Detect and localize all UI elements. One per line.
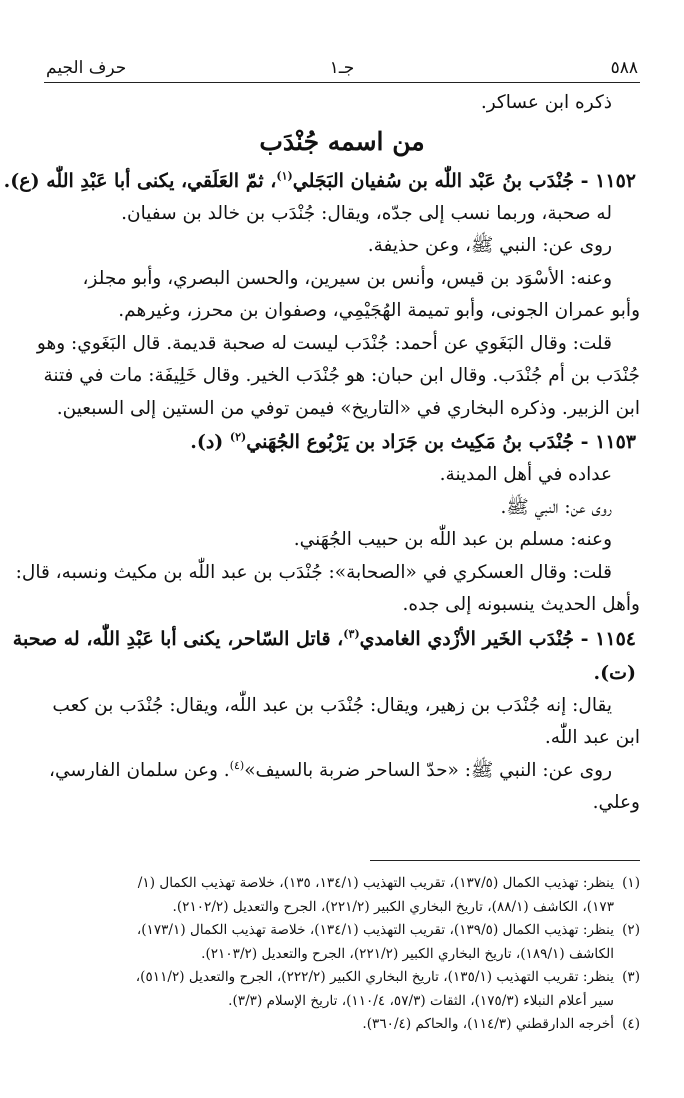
footnote-2: (٢)ينظر: تهذيب الكمال (١٣٩/٥)، تقريب التهذيب (١٣٤/١)، خلاصة تهذيب الكمال (١٧٣/١)، [44,919,640,943]
text-line: عداده في أهل المدينة. [439,464,612,485]
text-line: له صحبة، وربما نسب إلى جدّه، ويقال: جُنْدَب بن خالد بن سفيان. [121,202,612,224]
footnote-3-cont: سير أعلام النبلاء (١٧٥/٣)، الثقات (٥٧/٣، ١١٠/٤)، تاريخ الإسلام (٣/٣). [228,992,614,1009]
footnote-1: (١)ينظر: تهذيب الكمال (١٣٧/٥)، تقريب التهذيب (١٣٤/١، ١٣٥)، خلاصة تهذيب الكمال (١/ [44,872,640,896]
footnote-number: (٣) [622,969,640,985]
text-line: وعنه: مسلم بن عبد اللّٰه بن حبيب الجُهَني. [293,529,612,550]
page-number: ٥٨٨ [610,58,638,78]
footnote-1-cont: ١٧٣)، الكاشف (٨٨/١)، تاريخ البخاري الكبير (٢٢١/٢)، الجرح والتعديل (٢١٠٢/٢). [172,898,614,915]
footnote-4: (٤)أخرجه الدارقطني (١١٤/٣)، والحاكم (٣٦٠/٤). [44,1013,640,1037]
text-line: روى عن: النبي ﷺ، وعن حذيفة. [367,235,612,256]
entry-heading-1153: ١١٥٣ - جُنْدَب بنُ مَكِيث بن جَرَاد بن يَرْبُوع الجُهَني$^{(٢)}$ (د). [190,430,636,453]
footnote-separator [370,860,640,861]
footnote-3: (٣)ينظر: تقريب التهذيب (١٣٥/١)، تاريخ البخاري الكبير (٢٢٢/٢)، الجرح والتعديل (٥١١/٢)، [44,966,640,990]
text-line: يقال: إنه جُنْدَب بن زهير، ويقال: جُنْدَب بن عبد اللّٰه، ويقال: جُنْدَب بن كعب [52,694,612,716]
text-line: روى عن: النبي ﷺ. [500,496,612,518]
footnote-ref: (١) [276,169,293,183]
text-line: قلت: وقال البَغَوي عن أحمد: جُنْدَب ليست له صحبة قديمة. قال البَغَوي: وهو [36,332,612,354]
footnote-2-cont: الكاشف (١٨٩/١)، تاريخ البخاري الكبير (٢٢١/٢)، الجرح والتعديل (٢١٠٣/٢). [201,945,614,962]
footnote-separator-wrap [44,860,640,861]
section-title: من اسمه جُنْدَب [259,126,425,156]
entry-heading-1154: ١١٥٤ - جُنْدَب الخَير الأزْدي الغامدي$^{(٣)}$، قاتل السّاحر، يكنى أبا عَبْدِ اللّٰه، له صحبة [12,627,636,650]
text-line: ذكره ابن عساكر. [480,92,612,113]
text-line: ابن عبد اللّٰه. [544,727,640,748]
entry-heading-1152: ١١٥٢ - جُنْدَب بنُ عَبْد اللّٰه بن سُفيان البَجَلي$^{(١)}$، ثمّ العَلَقي، يكنى أبا عَبْدِ اللّٰه (ع). [3,169,636,192]
footnote-ref: (٣) [343,627,360,641]
text-line: وعلي. [592,792,640,813]
entry-heading-1154-cont: (ت). [593,661,636,684]
page-header [44,52,640,83]
text-line: جُنْدَب بن أم جُنْدَب. وقال ابن حبان: هو جُنْدَب الخير. وقال خَلِيفَة: مات في فتنة [43,365,640,386]
footnote-ref: (٢) [229,430,247,444]
footnote-number: (٤) [622,1016,640,1032]
footnote-number: (٢) [622,922,640,938]
text-line: روى عن: النبي ﷺ: «حدّ الساحر ضربة بالسيف»$^{(٤)}$. وعن سلمان الفارسي، [48,758,612,781]
text-line: وأبو عمران الجونى، وأبو تميمة الهُجَيْمِي، وصفوان بن محرز، وغيرهم. [118,300,640,321]
text-line: وأهل الحديث ينسبونه إلى جده. [402,594,640,615]
main-text [3,83,640,820]
footnotes [44,872,640,1037]
chapter-title: حرف الجيم [46,58,127,78]
volume-label: جـ١ [329,58,355,78]
text-line: ابن الزبير. وذكره البخاري في «التاريخ» فيمن توفي من الستين إلى السبعين. [56,397,640,419]
text-line: وعنه: الأسْوَد بن قيس، وأنس بن سيرين، والحسن البصري، وأبو مجلز، [82,267,612,289]
text-line: قلت: وقال العسكري في «الصحابة»: جُنْدَب بن عبد اللّٰه بن مكيث ونسبه، قال: [15,561,612,583]
footnote-ref: (٤) [229,758,245,772]
footnote-number: (١) [622,875,640,891]
